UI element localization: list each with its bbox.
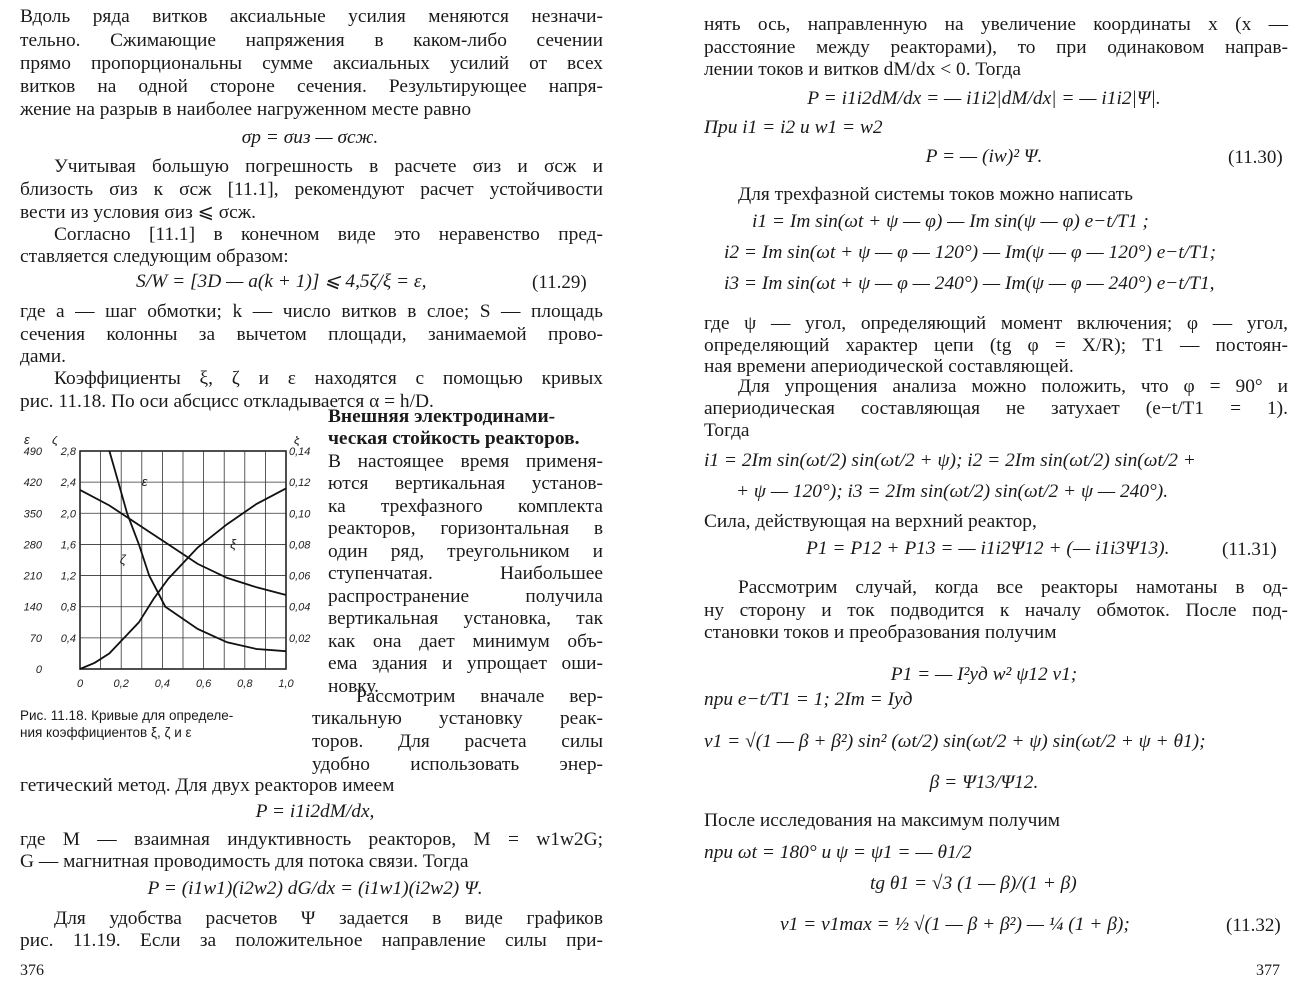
text-line: G — магнитная проводимость для потока связи. Тогда <box>20 851 469 872</box>
text-line: определяющий характер цепи (tg φ = X/R); T1 — постоян- <box>704 335 1288 356</box>
axis-tick-label-epsilon: 0 <box>35 664 42 676</box>
text-line: сечения колонны за вычетом площади, занимаемой прово- <box>20 324 603 345</box>
text-line: тикальную установку реак- <box>312 708 603 729</box>
axis-tick-label-x: 0,8 <box>237 678 253 690</box>
text-line: Для трехфазной системы токов можно написать <box>738 184 1133 205</box>
text-line: торов. Для расчета силы <box>312 731 603 752</box>
equation-number: (11.31) <box>1222 539 1277 560</box>
text-line: апериодическая составляющая не затухает (e−t/T1 = 1). <box>704 398 1288 419</box>
axis-tick-label-x: 1,0 <box>278 678 294 690</box>
equation: P1 = P12 + P13 = — i1i2Ψ12 + (— i1i3Ψ13). <box>806 538 1170 559</box>
equation-number: (11.29) <box>532 272 587 293</box>
equation: β = Ψ13/Ψ12. <box>929 772 1039 793</box>
text-line: один ряд, треугольником и <box>328 541 603 562</box>
figure-labels <box>23 436 318 690</box>
equation-number: (11.30) <box>1228 147 1283 168</box>
text-line: прямо пропорциональны сумме аксиальных усилий от всех <box>20 53 603 74</box>
figure-caption-line: Рис. 11.18. Кривые для определе- <box>20 708 234 723</box>
curve-label-zeta: ζ <box>119 551 126 567</box>
text-line: ная времени апериодической составляющей. <box>704 356 1074 377</box>
axis-tick-label-xi: 0,12 <box>289 477 311 490</box>
text-line: рис. 11.18. По оси абсцисс откладывается α = h/D. <box>20 391 434 412</box>
equation: ν1 = ν1max = ½ √(1 — β + β²) — ¼ (1 + β); <box>780 914 1130 935</box>
axis-tick-label-epsilon: 490 <box>23 446 42 458</box>
page-number: 377 <box>1256 962 1280 979</box>
text-line: рис. 11.19. Если за положительное направление силы при- <box>20 930 603 951</box>
equation: P = — (iw)² Ψ. <box>925 146 1043 167</box>
equation: P = (i1w1)(i2w2) dG/dx = (i1w1)(i2w2) Ψ. <box>147 878 483 899</box>
figure-11-18 <box>18 436 318 702</box>
axis-tick-label-zeta: 1,6 <box>60 539 76 552</box>
axis-tick-label-x: 0,2 <box>113 678 129 690</box>
text-line: нять ось, направленную на увеличение координаты x (x — <box>704 14 1288 35</box>
text-line: Сила, действующая на верхний реактор, <box>704 511 1037 532</box>
axis-title-xi: ξ <box>294 436 300 447</box>
text-line: лении токов и витков dM/dx < 0. Тогда <box>704 59 1021 80</box>
axis-tick-label-epsilon: 420 <box>23 477 42 490</box>
equation-number: (11.32) <box>1226 915 1281 936</box>
text-line: жение на разрыв в наиболее нагруженном месте равно <box>20 99 472 120</box>
axis-tick-label-xi: 0,10 <box>289 508 311 521</box>
text-line: Для удобства расчетов Ψ задается в виде графиков <box>54 908 603 929</box>
text-line: Рассмотрим вначале вер- <box>356 686 603 707</box>
text-line: Рассмотрим случай, когда все реакторы намотаны в од- <box>738 577 1288 598</box>
axis-tick-label-xi: 0,14 <box>289 446 311 458</box>
text-line: витков на одной стороне сечения. Результирующее напря- <box>20 76 603 97</box>
equation: σр = σиз — σсж. <box>241 127 379 148</box>
text-line: ема здания и упрощает оши- <box>328 653 603 674</box>
axis-tick-label-xi: 0,08 <box>289 539 311 552</box>
axis-tick-label-epsilon: 350 <box>23 508 42 521</box>
axis-tick-label-xi: 0,02 <box>289 632 311 645</box>
axis-tick-label-zeta: 1,2 <box>60 570 76 583</box>
text-line: где ψ — угол, определяющий момент включения; φ — угол, <box>704 313 1288 334</box>
text-line: близость σиз к σсж [11.1], рекомендуют расчет устойчивости <box>20 179 603 200</box>
axis-tick-label-x: 0 <box>76 678 84 690</box>
section-heading: ческая стойкость реакторов. <box>328 428 580 449</box>
text-line: новку. <box>328 676 379 697</box>
text-line: Коэффициенты ξ, ζ и ε находятся с помощью кривых <box>54 368 603 389</box>
axis-tick-label-epsilon: 140 <box>23 601 42 614</box>
text-line: становки токов и преобразования получим <box>704 622 1057 643</box>
axis-title-epsilon: ε <box>24 436 30 447</box>
text-line: Тогда <box>704 420 750 441</box>
text-line: где M — взаимная индуктивность реакторов, M = w1w2G; <box>20 829 603 850</box>
axis-tick-label-xi: 0,06 <box>289 570 311 583</box>
text-line: Для упрощения анализа можно положить, что φ = 90° и <box>738 376 1288 397</box>
text-line: расстояние между реакторами), то при одинаковом направ- <box>704 37 1288 58</box>
equation: tg θ1 = √3 (1 — β)/(1 + β) <box>870 873 1077 894</box>
figure-grid <box>80 451 286 669</box>
equation: P1 = — I²уд w² ψ12 ν1; <box>890 664 1078 685</box>
text-line: распространение получила <box>328 586 603 607</box>
equation: i2 = Im sin(ωt + ψ — φ — 120°) — Im(ψ — φ — 120°) e−t/T1; <box>724 242 1217 263</box>
page-number: 376 <box>20 962 44 979</box>
section-heading: Внешняя электродинами- <box>328 406 556 427</box>
text-line: Вдоль ряда витков аксиальные усилия меняются незначи- <box>20 6 603 27</box>
right-page <box>656 0 1312 991</box>
text-line: В настоящее время применя- <box>328 451 603 472</box>
text-line: реакторов, горизонтальная в <box>328 518 603 539</box>
equation: i1 = 2Im sin(ωt/2) sin(ωt/2 + ψ); i2 = 2Im sin(ωt/2) sin(ωt/2 + <box>704 450 1196 471</box>
text-line: ются вертикальная установ- <box>328 473 603 494</box>
axis-tick-label-epsilon: 280 <box>23 539 42 552</box>
equation: S/W = [3D — a(k + 1)] ⩽ 4,5ζ/ξ = ε, <box>136 271 427 292</box>
text-line: вести из условия σиз ⩽ σсж. <box>20 202 257 223</box>
text-line: При i1 = i2 и w1 = w2 <box>704 117 883 138</box>
axis-tick-label-zeta: 0,4 <box>60 632 76 645</box>
text-line: гетический метод. Для двух реакторов имеем <box>20 775 395 796</box>
equation: при ωt = 180° и ψ = ψ1 = — θ1/2 <box>704 842 972 863</box>
axis-tick-label-zeta: 2,0 <box>60 508 76 521</box>
axis-tick-label-x: 0,4 <box>154 678 171 690</box>
curve-label-epsilon: ε <box>141 474 148 490</box>
equation: i3 = Im sin(ωt + ψ — φ — 240°) — Im(ψ — φ — 240°) e−t/T1, <box>724 273 1215 294</box>
axis-tick-label-zeta: 2,8 <box>60 446 76 458</box>
text-line: ка трехфазного комплекта <box>328 496 603 517</box>
axis-tick-label-xi: 0,04 <box>289 601 311 614</box>
text-line: как она дает минимум объ- <box>328 631 603 652</box>
axis-tick-label-zeta: 2,4 <box>60 477 76 490</box>
axis-tick-label-epsilon: 70 <box>29 632 42 645</box>
axis-tick-label-epsilon: 210 <box>23 570 42 583</box>
text-line: Согласно [11.1] в конечном виде это неравенство пред- <box>54 224 603 245</box>
text-line: После исследования на максимум получим <box>704 810 1061 831</box>
text-line: ступенчатая. Наибольшее <box>328 563 603 584</box>
text-line: дами. <box>20 346 66 367</box>
axis-tick-label-x: 0,6 <box>195 678 212 690</box>
text-line: тельно. Сжимающие напряжения в каком-либо сечении <box>20 30 603 51</box>
figure-caption-line: ния коэффициентов ξ, ζ и ε <box>20 725 192 740</box>
axis-tick-label-zeta: 0,8 <box>60 601 76 614</box>
equation: P = i1i2dM/dx, <box>255 801 375 822</box>
text-line: удобно использовать энер- <box>312 754 603 775</box>
curve-label-xi: ξ <box>230 536 236 552</box>
text-line: Учитывая большую погрешность в расчете σиз и σсж и <box>54 156 603 177</box>
text-line: где a — шаг обмотки; k — число витков в слое; S — площадь <box>20 301 603 322</box>
equation: ν1 = √(1 — β + β²) sin² (ωt/2) sin(ωt/2 + ψ) sin(ωt/2 + ψ + θ1); <box>704 731 1206 752</box>
equation: i1 = Im sin(ωt + ψ — φ) — Im sin(ψ — φ) e−t/T1 ; <box>752 211 1149 232</box>
equation: P = i1i2dM/dx = — i1i2|dM/dx| = — i1i2|Ψ|. <box>807 88 1161 109</box>
equation: при e−t/T1 = 1; 2Im = Iуд <box>704 689 913 710</box>
text-line: ставляется следующим образом: <box>20 246 289 267</box>
axis-title-zeta: ζ <box>52 436 59 447</box>
text-line: вертикальная установка, так <box>328 608 603 629</box>
curve-epsilon <box>109 451 286 651</box>
equation: + ψ — 120°); i3 = 2Im sin(ωt/2) sin(ωt/2 + ψ — 240°). <box>736 481 1169 502</box>
text-line: ну сторону и ток подводится к началу обмоток. После под- <box>704 600 1288 621</box>
